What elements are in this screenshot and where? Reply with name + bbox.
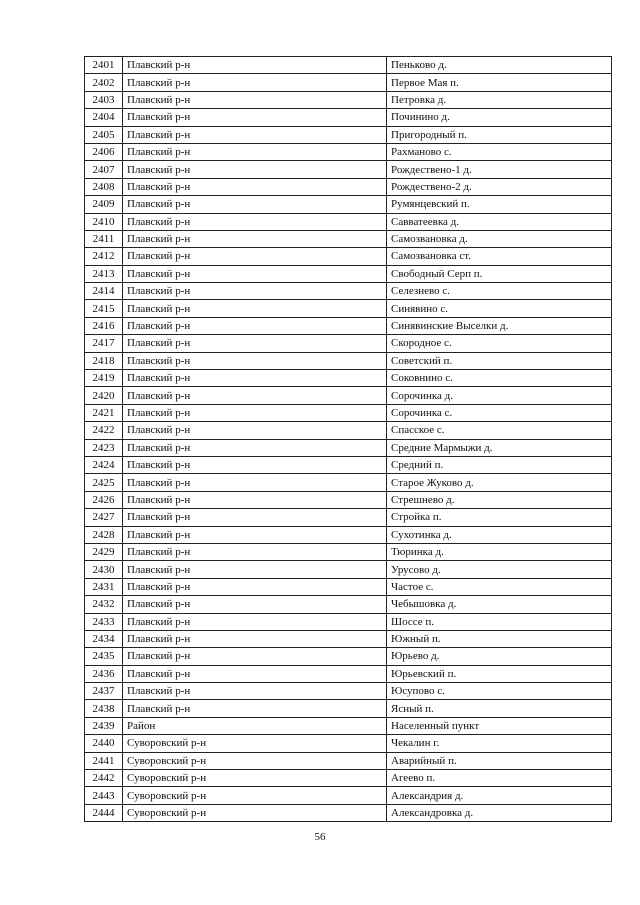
table-row	[85, 178, 612, 195]
district-cell: Плавский р-н	[123, 57, 387, 74]
locality-cell: Урусово д.	[387, 561, 612, 578]
district-cell: Плавский р-н	[123, 248, 387, 265]
locality-cell: Пеньково д.	[387, 57, 612, 74]
row-number-cell: 2421	[85, 404, 123, 421]
page-number: 56	[314, 831, 326, 843]
table-row	[85, 335, 612, 352]
table-row	[85, 57, 612, 74]
locality-cell: Населенный пункт	[387, 717, 612, 734]
row-number-cell: 2426	[85, 491, 123, 508]
row-number-cell: 2431	[85, 578, 123, 595]
table-row	[85, 387, 612, 404]
district-cell: Плавский р-н	[123, 213, 387, 230]
district-cell: Плавский р-н	[123, 109, 387, 126]
table-row	[85, 283, 612, 300]
locality-cell: Юрьево д.	[387, 648, 612, 665]
district-cell: Плавский р-н	[123, 613, 387, 630]
row-number-cell: 2423	[85, 439, 123, 456]
row-number-cell: 2419	[85, 370, 123, 387]
locality-cell: Первое Мая п.	[387, 74, 612, 91]
district-cell: Плавский р-н	[123, 265, 387, 282]
table-row	[85, 787, 612, 804]
district-cell: Плавский р-н	[123, 578, 387, 595]
locality-cell: Тюринка д.	[387, 543, 612, 560]
row-number-cell: 2410	[85, 213, 123, 230]
locality-cell: Сорочинка с.	[387, 404, 612, 421]
row-number-cell: 2412	[85, 248, 123, 265]
row-number-cell: 2442	[85, 770, 123, 787]
table-row	[85, 230, 612, 247]
row-number-cell: 2434	[85, 630, 123, 647]
locality-cell: Самозвановка д.	[387, 230, 612, 247]
locality-cell: Самозвановка ст.	[387, 248, 612, 265]
locality-cell: Стрешнево д.	[387, 491, 612, 508]
row-number-cell: 2406	[85, 143, 123, 160]
district-cell: Плавский р-н	[123, 370, 387, 387]
district-cell: Плавский р-н	[123, 491, 387, 508]
row-number-cell: 2415	[85, 300, 123, 317]
locality-cell: Шоссе п.	[387, 613, 612, 630]
locality-cell: Рождествено-2 д.	[387, 178, 612, 195]
locality-cell: Александрия д.	[387, 787, 612, 804]
row-number-cell: 2430	[85, 561, 123, 578]
row-number-cell: 2407	[85, 161, 123, 178]
table-row	[85, 770, 612, 787]
row-number-cell: 2424	[85, 456, 123, 473]
district-cell: Плавский р-н	[123, 91, 387, 108]
row-number-cell: 2405	[85, 126, 123, 143]
district-cell: Плавский р-н	[123, 630, 387, 647]
row-number-cell: 2404	[85, 109, 123, 126]
locality-cell: Стройка п.	[387, 509, 612, 526]
district-cell: Плавский р-н	[123, 700, 387, 717]
locality-cell: Юсупово с.	[387, 683, 612, 700]
row-number-cell: 2413	[85, 265, 123, 282]
row-number-cell: 2435	[85, 648, 123, 665]
locality-cell: Александровка д.	[387, 804, 612, 821]
district-cell: Плавский р-н	[123, 126, 387, 143]
row-number-cell: 2433	[85, 613, 123, 630]
locality-cell: Спасское с.	[387, 422, 612, 439]
row-number-cell: 2425	[85, 474, 123, 491]
row-number-cell: 2436	[85, 665, 123, 682]
row-number-cell: 2422	[85, 422, 123, 439]
table-row	[85, 300, 612, 317]
locality-cell: Скородное с.	[387, 335, 612, 352]
locality-cell: Агеево п.	[387, 770, 612, 787]
table-row	[85, 161, 612, 178]
locality-cell: Южный п.	[387, 630, 612, 647]
district-cell: Плавский р-н	[123, 683, 387, 700]
table-row	[85, 196, 612, 213]
district-cell: Плавский р-н	[123, 230, 387, 247]
district-cell: Плавский р-н	[123, 404, 387, 421]
table-row	[85, 665, 612, 682]
table-row	[85, 439, 612, 456]
locality-cell: Рождествено-1 д.	[387, 161, 612, 178]
locality-cell: Чекалин г.	[387, 735, 612, 752]
table-row	[85, 91, 612, 108]
row-number-cell: 2408	[85, 178, 123, 195]
locality-cell: Рахманово с.	[387, 143, 612, 160]
district-cell: Суворовский р-н	[123, 770, 387, 787]
district-cell: Плавский р-н	[123, 526, 387, 543]
table-row	[85, 404, 612, 421]
district-cell: Плавский р-н	[123, 178, 387, 195]
table-row	[85, 491, 612, 508]
locality-cell: Ясный п.	[387, 700, 612, 717]
row-number-cell: 2417	[85, 335, 123, 352]
row-number-cell: 2403	[85, 91, 123, 108]
locality-cell: Свободный Серп п.	[387, 265, 612, 282]
row-number-cell: 2439	[85, 717, 123, 734]
locality-cell: Средний п.	[387, 456, 612, 473]
table-row	[85, 804, 612, 821]
locality-cell: Чебышовка д.	[387, 596, 612, 613]
district-cell: Плавский р-н	[123, 335, 387, 352]
table-row	[85, 248, 612, 265]
locality-cell: Синявино с.	[387, 300, 612, 317]
locality-cell: Средние Мармыжи д.	[387, 439, 612, 456]
table-row	[85, 578, 612, 595]
district-cell: Плавский р-н	[123, 561, 387, 578]
table-row	[85, 265, 612, 282]
table-row	[85, 213, 612, 230]
district-cell: Плавский р-н	[123, 387, 387, 404]
district-cell: Плавский р-н	[123, 439, 387, 456]
district-cell: Плавский р-н	[123, 456, 387, 473]
locality-cell: Петровка д.	[387, 91, 612, 108]
district-cell: Плавский р-н	[123, 74, 387, 91]
table-row	[85, 683, 612, 700]
row-number-cell: 2420	[85, 387, 123, 404]
district-cell: Плавский р-н	[123, 300, 387, 317]
table-row	[85, 717, 612, 734]
table-row	[85, 700, 612, 717]
table-row	[85, 752, 612, 769]
district-cell: Плавский р-н	[123, 665, 387, 682]
locality-cell: Аварийный п.	[387, 752, 612, 769]
table-row	[85, 474, 612, 491]
district-cell: Плавский р-н	[123, 143, 387, 160]
table-row	[85, 456, 612, 473]
table-row	[85, 74, 612, 91]
locality-cell: Юрьевский п.	[387, 665, 612, 682]
row-number-cell: 2402	[85, 74, 123, 91]
table-row	[85, 596, 612, 613]
locality-cell: Савватеевка д.	[387, 213, 612, 230]
row-number-cell: 2438	[85, 700, 123, 717]
row-number-cell: 2414	[85, 283, 123, 300]
row-number-cell: 2411	[85, 230, 123, 247]
table-row	[85, 109, 612, 126]
row-number-cell: 2409	[85, 196, 123, 213]
locality-cell: Румянцевский п.	[387, 196, 612, 213]
table-row	[85, 630, 612, 647]
district-cell: Плавский р-н	[123, 596, 387, 613]
locality-cell: Синявинские Выселки д.	[387, 317, 612, 334]
table-row	[85, 613, 612, 630]
district-cell: Район	[123, 717, 387, 734]
district-cell: Суворовский р-н	[123, 804, 387, 821]
table-row	[85, 370, 612, 387]
district-cell: Суворовский р-н	[123, 735, 387, 752]
district-cell: Плавский р-н	[123, 317, 387, 334]
row-number-cell: 2443	[85, 787, 123, 804]
row-number-cell: 2428	[85, 526, 123, 543]
locality-cell: Старое Жуково д.	[387, 474, 612, 491]
table-row	[85, 126, 612, 143]
row-number-cell: 2416	[85, 317, 123, 334]
table-row	[85, 648, 612, 665]
locality-cell: Пригородный п.	[387, 126, 612, 143]
locality-cell: Селезнево с.	[387, 283, 612, 300]
district-cell: Плавский р-н	[123, 283, 387, 300]
row-number-cell: 2444	[85, 804, 123, 821]
row-number-cell: 2432	[85, 596, 123, 613]
district-cell: Плавский р-н	[123, 474, 387, 491]
row-number-cell: 2440	[85, 735, 123, 752]
row-number-cell: 2437	[85, 683, 123, 700]
row-number-cell: 2441	[85, 752, 123, 769]
table-row	[85, 543, 612, 560]
district-cell: Плавский р-н	[123, 422, 387, 439]
locality-cell: Починино д.	[387, 109, 612, 126]
row-number-cell: 2401	[85, 57, 123, 74]
row-number-cell: 2429	[85, 543, 123, 560]
table-row	[85, 317, 612, 334]
locality-cell: Сухотинка д.	[387, 526, 612, 543]
locality-cell: Сорочинка д.	[387, 387, 612, 404]
table-row	[85, 561, 612, 578]
district-cell: Плавский р-н	[123, 543, 387, 560]
table-row	[85, 352, 612, 369]
row-number-cell: 2427	[85, 509, 123, 526]
table-row	[85, 422, 612, 439]
row-number-cell: 2418	[85, 352, 123, 369]
localities-table	[84, 56, 612, 822]
locality-cell: Советский п.	[387, 352, 612, 369]
district-cell: Плавский р-н	[123, 648, 387, 665]
district-cell: Плавский р-н	[123, 509, 387, 526]
table-body	[85, 57, 612, 822]
district-cell: Плавский р-н	[123, 196, 387, 213]
district-cell: Суворовский р-н	[123, 752, 387, 769]
table-row	[85, 735, 612, 752]
table-row	[85, 143, 612, 160]
table-row	[85, 526, 612, 543]
district-cell: Плавский р-н	[123, 161, 387, 178]
district-cell: Суворовский р-н	[123, 787, 387, 804]
table-row	[85, 509, 612, 526]
district-cell: Плавский р-н	[123, 352, 387, 369]
locality-cell: Частое с.	[387, 578, 612, 595]
locality-cell: Соковнино с.	[387, 370, 612, 387]
